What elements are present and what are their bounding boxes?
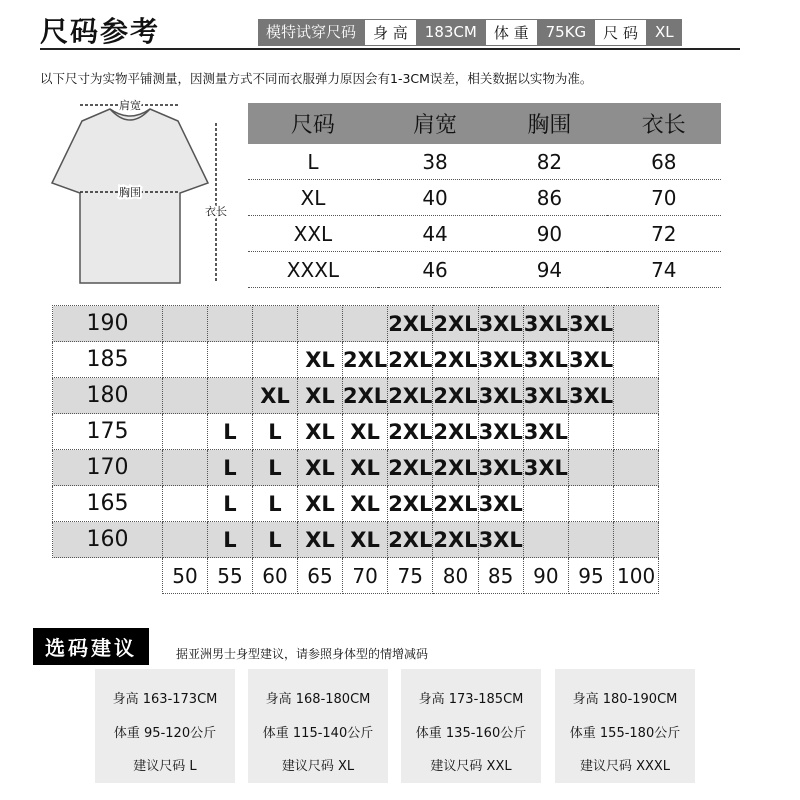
grid-size-cell: 3XL [478,342,523,378]
grid-height-cell: 160 [53,522,163,558]
grid-size-cell: XL [298,414,343,450]
suggestion-title: 选码建议 [33,628,149,665]
grid-size-cell: XL [343,450,388,486]
grid-size-cell: 3XL [568,306,613,342]
size-table-header: 尺码 [248,103,378,144]
grid-size-cell [343,306,388,342]
suggestion-card-height: 身高 163-173CM [112,692,218,707]
grid-weight-cell: 70 [343,558,388,594]
suggestion-card-weight: 体重 115-140公斤 [262,726,374,741]
grid-row [53,450,659,486]
size-table-cell: XXXL [248,252,378,288]
grid-size-cell: L [253,486,298,522]
grid-size-cell: 2XL [388,522,433,558]
grid-weight-cell: 60 [253,558,298,594]
tshirt-diagram [40,93,240,293]
size-table-cell: 46 [378,252,492,288]
grid-height-cell: 185 [53,342,163,378]
grid-size-cell [253,342,298,378]
grid-size-cell: XL [343,486,388,522]
grid-size-cell [163,306,208,342]
grid-size-cell: 2XL [343,378,388,414]
grid-size-cell [163,378,208,414]
grid-size-cell: XL [298,450,343,486]
grid-size-cell: 3XL [478,522,523,558]
grid-weight-cell: 90 [523,558,568,594]
grid-size-cell: 2XL [343,342,388,378]
grid-size-cell: 3XL [478,414,523,450]
suggestion-note: 据亚洲男士身型建议，请参照身体型的情增减码 [176,647,429,661]
measurement-note: 以下尺寸为实物平铺测量，因测量方式不同而衣服弹力原因会有1-3CM误差，相关数据以实物为准。 [40,71,593,86]
grid-size-cell [208,342,253,378]
chest-label: 胸围 [119,186,141,199]
grid-size-cell [614,342,659,378]
grid-size-cell [614,486,659,522]
size-table-cell: 90 [492,216,606,252]
suggestion-card-size: 建议尺码 L [133,759,197,774]
grid-size-cell [614,378,659,414]
grid-size-cell [614,450,659,486]
grid-size-cell [568,522,613,558]
grid-size-cell: 2XL [433,522,478,558]
grid-weight-row [53,558,659,594]
model-info-cell: 体 重 [485,19,538,46]
grid-size-cell: 3XL [523,414,568,450]
grid-size-cell: 2XL [433,342,478,378]
model-info-cell: 模特试穿尺码 [258,19,364,46]
grid-size-cell [163,450,208,486]
model-info-cell: 183CM [417,19,485,46]
grid-weight-cell: 55 [208,558,253,594]
size-table-header: 衣长 [607,103,721,144]
grid-weight-cell: 85 [478,558,523,594]
model-info-cell: 75KG [538,19,595,46]
grid-weight-cell: 100 [614,558,659,594]
grid-size-cell [568,486,613,522]
size-table-cell: 72 [607,216,721,252]
grid-row [53,378,659,414]
grid-size-cell [208,306,253,342]
size-table-row [248,216,721,252]
grid-size-cell: XL [298,342,343,378]
grid-height-cell: 170 [53,450,163,486]
size-table-cell: 74 [607,252,721,288]
grid-weight-cell: 50 [163,558,208,594]
size-table-cell: 68 [607,144,721,180]
size-table-header: 肩宽 [378,103,492,144]
size-table-row [248,180,721,216]
suggestion-card [401,669,541,783]
suggestion-card [248,669,388,783]
grid-size-cell [614,306,659,342]
suggestion-card-size: 建议尺码 XXL [430,759,512,774]
size-table-header: 胸围 [492,103,606,144]
grid-height-cell: 175 [53,414,163,450]
grid-size-cell: 2XL [388,414,433,450]
grid-size-cell: L [208,414,253,450]
grid-size-cell: XL [343,414,388,450]
grid-size-cell: 2XL [433,450,478,486]
grid-size-cell: XL [298,486,343,522]
grid-size-cell: 2XL [388,486,433,522]
suggestion-card [555,669,695,783]
grid-size-cell: 3XL [523,450,568,486]
grid-size-cell [523,486,568,522]
grid-size-cell: 2XL [433,414,478,450]
grid-size-cell [568,414,613,450]
model-info-cell: XL [647,19,682,46]
size-table-cell: XXL [248,216,378,252]
grid-size-cell: 2XL [433,306,478,342]
grid-size-cell [523,522,568,558]
grid-size-cell [568,450,613,486]
grid-size-cell: 3XL [523,378,568,414]
suggestion-card-size: 建议尺码 XXXL [579,759,671,774]
grid-weight-cell: 65 [298,558,343,594]
size-table-cell: 70 [607,180,721,216]
grid-size-cell [163,414,208,450]
size-table-cell: 82 [492,144,606,180]
size-table-cell: 40 [378,180,492,216]
model-info-cell: 尺 码 [594,19,647,46]
grid-size-cell [208,378,253,414]
size-table-cell: 86 [492,180,606,216]
size-table-cell: XL [248,180,378,216]
grid-height-cell: 180 [53,378,163,414]
suggestion-card-size: 建议尺码 XL [281,759,355,774]
grid-size-cell: L [208,450,253,486]
grid-size-cell [298,306,343,342]
grid-size-cell: XL [253,378,298,414]
grid-size-cell: 3XL [523,306,568,342]
grid-size-cell: L [253,414,298,450]
grid-size-cell: 3XL [478,486,523,522]
grid-size-cell: XL [298,522,343,558]
grid-size-cell: L [253,450,298,486]
grid-size-cell: L [208,486,253,522]
suggestion-card-weight: 体重 135-160公斤 [415,726,527,741]
grid-size-cell: 2XL [433,378,478,414]
size-table-header-row [248,103,721,144]
grid-size-cell [163,486,208,522]
grid-size-cell: XL [298,378,343,414]
grid-weight-cell: 75 [388,558,433,594]
grid-size-cell: L [208,522,253,558]
grid-size-cell: L [253,522,298,558]
size-table-cell: 38 [378,144,492,180]
grid-size-cell [253,306,298,342]
shoulder-label: 肩宽 [119,99,141,112]
grid-row [53,414,659,450]
grid-corner-cell [53,558,163,594]
grid-row [53,486,659,522]
page-title: 尺码参考 [40,15,161,48]
grid-row [53,522,659,558]
grid-size-cell: 3XL [478,450,523,486]
suggestion-card-height: 身高 173-185CM [418,692,524,707]
grid-size-cell: 2XL [388,450,433,486]
grid-size-cell: 2XL [388,342,433,378]
grid-height-cell: 165 [53,486,163,522]
grid-size-cell: 3XL [568,378,613,414]
grid-size-cell: 2XL [388,306,433,342]
grid-size-cell: 2XL [388,378,433,414]
size-table-cell: 94 [492,252,606,288]
suggestion-card-height: 身高 180-190CM [572,692,678,707]
size-table-row [248,252,721,288]
grid-size-cell [163,342,208,378]
grid-row [53,342,659,378]
suggestion-card [95,669,235,783]
grid-size-cell: 3XL [523,342,568,378]
suggestion-card-weight: 体重 155-180公斤 [569,726,681,741]
size-table-cell: 44 [378,216,492,252]
grid-size-cell [614,522,659,558]
length-label: 衣长 [205,205,227,218]
size-measurement-table [248,103,721,288]
grid-size-cell: 3XL [478,378,523,414]
grid-row [53,306,659,342]
suggestion-card-weight: 体重 95-120公斤 [113,726,217,741]
grid-size-cell: XL [343,522,388,558]
grid-weight-cell: 80 [433,558,478,594]
size-table-cell: L [248,144,378,180]
grid-weight-cell: 95 [568,558,613,594]
size-table-row [248,144,721,180]
header-divider [40,48,740,50]
grid-size-cell [163,522,208,558]
model-info-cell: 身 高 [364,19,417,46]
height-weight-size-grid [52,305,659,594]
model-info-bar [258,19,682,46]
grid-size-cell: 3XL [478,306,523,342]
grid-size-cell [614,414,659,450]
grid-height-cell: 190 [53,306,163,342]
grid-size-cell: 3XL [568,342,613,378]
suggestion-card-height: 身高 168-180CM [265,692,371,707]
grid-size-cell: 2XL [433,486,478,522]
